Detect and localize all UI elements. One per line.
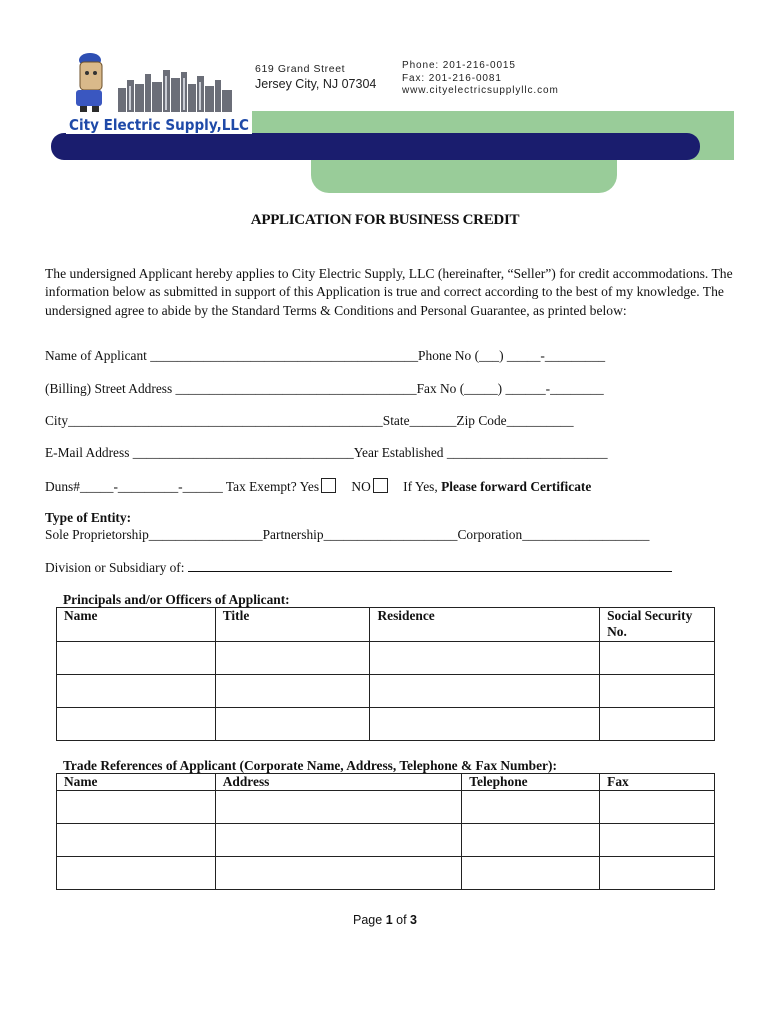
cell[interactable] bbox=[462, 857, 600, 890]
cell[interactable] bbox=[57, 675, 216, 708]
col-fax: Fax bbox=[600, 774, 715, 791]
duns-tax-line bbox=[45, 478, 591, 495]
intro-paragraph: The undersigned Applicant hereby applies to City Electric Supply, LLC (hereinafter, “Seller”) for credit accommodations. The information below as submitted in support of this Application is true and correct according to the best of my knowledge. The undersigned agree to abide by the Standard Terms & Conditions and Personal Guarantee, as printed below: bbox=[45, 266, 733, 318]
division-field[interactable] bbox=[188, 570, 672, 572]
navy-header-bar bbox=[51, 133, 700, 160]
cell[interactable] bbox=[370, 642, 600, 675]
cell[interactable] bbox=[215, 642, 370, 675]
cell[interactable] bbox=[215, 857, 462, 890]
cell[interactable] bbox=[57, 857, 216, 890]
page-of: of bbox=[396, 913, 407, 927]
table-row bbox=[57, 642, 715, 675]
fax-number: Fax: 201-216-0081 bbox=[402, 72, 502, 84]
cell[interactable] bbox=[215, 708, 370, 741]
cell[interactable] bbox=[57, 642, 216, 675]
page-prefix: Page bbox=[353, 913, 383, 927]
page-footer bbox=[0, 913, 770, 927]
cell[interactable] bbox=[600, 675, 715, 708]
website-link[interactable]: www.cityelectricsupplyllc.com bbox=[402, 85, 559, 96]
cell[interactable] bbox=[600, 824, 715, 857]
col-ssn: Social Security No. bbox=[600, 608, 715, 642]
cell[interactable] bbox=[215, 675, 370, 708]
yes-checkbox[interactable] bbox=[321, 478, 336, 493]
page-total: 3 bbox=[410, 913, 417, 927]
principals-table bbox=[56, 607, 715, 741]
trade-header-row bbox=[57, 774, 715, 791]
duns-tax-label[interactable]: Duns#_____-_________-______ Tax Exempt? Yes bbox=[45, 479, 320, 494]
company-logo bbox=[66, 46, 252, 134]
col-residence: Residence bbox=[370, 608, 600, 642]
cell[interactable] bbox=[462, 824, 600, 857]
page-number: 1 bbox=[385, 913, 393, 927]
document-title: APPLICATION FOR BUSINESS CREDIT bbox=[250, 212, 520, 228]
no-label: NO bbox=[351, 479, 371, 494]
table-row bbox=[57, 675, 715, 708]
cell[interactable] bbox=[462, 791, 600, 824]
address-city: Jersey City, NJ 07304 bbox=[255, 77, 377, 91]
entity-heading: Type of Entity: bbox=[45, 510, 132, 525]
entity-line[interactable]: Sole Proprietorship_________________Partnership____________________Corporation___________________ bbox=[45, 527, 650, 542]
cell[interactable] bbox=[600, 708, 715, 741]
address-street: 619 Grand Street bbox=[255, 63, 346, 75]
principals-heading: Principals and/or Officers of Applicant: bbox=[63, 592, 290, 607]
contact-block bbox=[402, 60, 559, 98]
table-row bbox=[57, 708, 715, 741]
cell[interactable] bbox=[600, 857, 715, 890]
city-state-zip-line[interactable]: City_______________________________________________State_______Zip Code__________ bbox=[45, 413, 574, 428]
logo-text: City Electric Supply,LLC bbox=[69, 116, 249, 134]
cell[interactable] bbox=[370, 708, 600, 741]
cell[interactable] bbox=[370, 675, 600, 708]
principals-header-row bbox=[57, 608, 715, 642]
cell[interactable] bbox=[57, 824, 216, 857]
cell[interactable] bbox=[215, 791, 462, 824]
cell[interactable] bbox=[57, 791, 216, 824]
table-row bbox=[57, 791, 715, 824]
col-telephone: Telephone bbox=[462, 774, 600, 791]
trade-refs-table bbox=[56, 773, 715, 890]
col-title: Title bbox=[215, 608, 370, 642]
no-checkbox[interactable] bbox=[373, 478, 388, 493]
col-name: Name bbox=[57, 608, 216, 642]
if-yes-label: If Yes, bbox=[403, 479, 438, 494]
table-row bbox=[57, 824, 715, 857]
col-name: Name bbox=[57, 774, 216, 791]
table-row bbox=[57, 857, 715, 890]
division-label: Division or Subsidiary of: bbox=[45, 560, 185, 575]
billing-fax-line[interactable]: (Billing) Street Address ____________________________________Fax No (_____) ______-________ bbox=[45, 381, 604, 396]
phone-number: Phone: 201-216-0015 bbox=[402, 60, 516, 71]
cell[interactable] bbox=[600, 642, 715, 675]
cell[interactable] bbox=[215, 824, 462, 857]
division-line bbox=[45, 560, 672, 576]
name-phone-line[interactable]: Name of Applicant ________________________________________Phone No (___) _____-_________ bbox=[45, 348, 606, 363]
col-address: Address bbox=[215, 774, 462, 791]
forward-certificate-label: Please forward Certificate bbox=[441, 479, 592, 494]
email-year-line[interactable]: E-Mail Address _________________________________Year Established ________________________ bbox=[45, 445, 608, 460]
cell[interactable] bbox=[57, 708, 216, 741]
cell[interactable] bbox=[600, 791, 715, 824]
trade-refs-heading: Trade References of Applicant (Corporate Name, Address, Telephone & Fax Number): bbox=[63, 758, 557, 773]
